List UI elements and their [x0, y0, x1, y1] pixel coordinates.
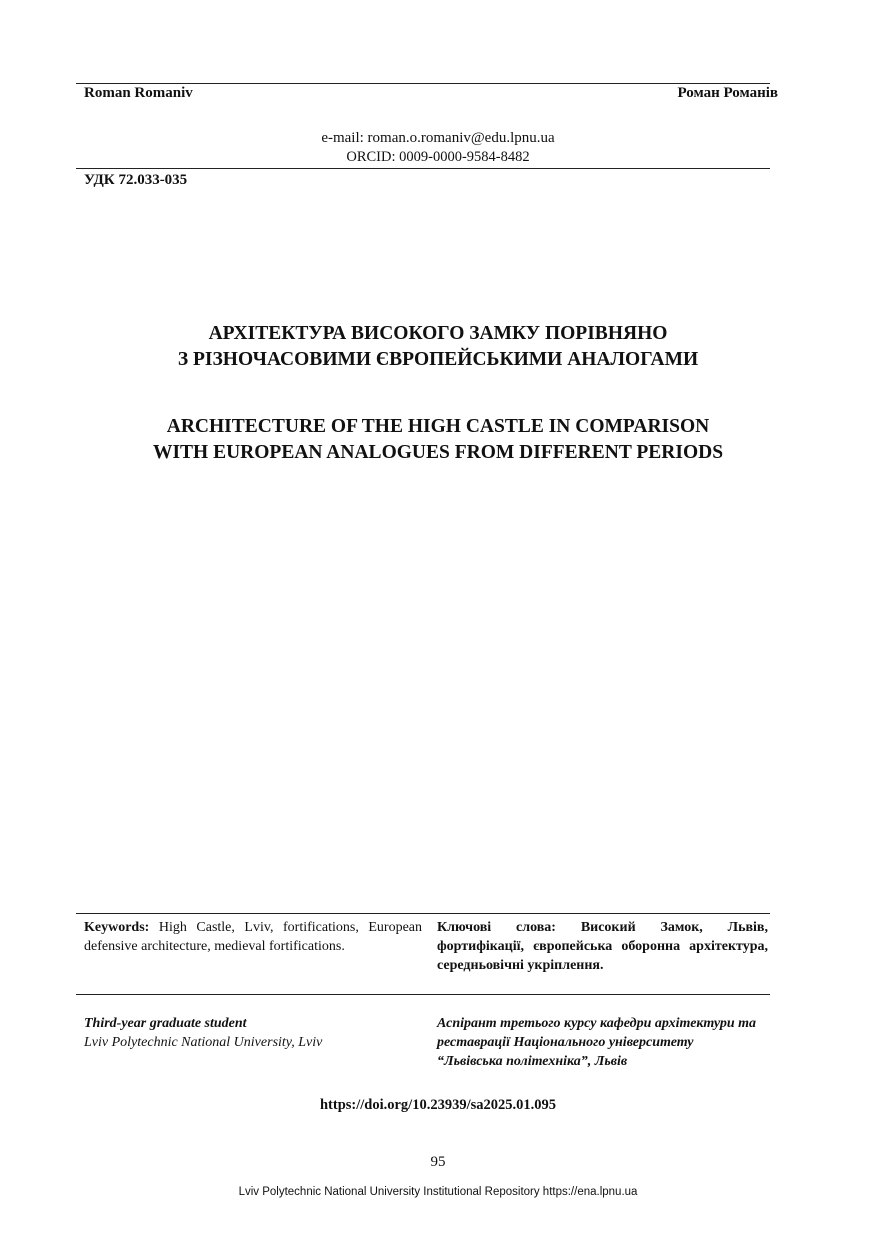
title-en-line1: ARCHITECTURE OF THE HIGH CASTLE IN COMPARISON [166, 416, 710, 437]
keywords-en [84, 918, 422, 956]
affiliation-en-position: Third-year graduate student [84, 1016, 247, 1031]
affiliation-uk-line2: реставрації Національного університету [437, 1035, 694, 1050]
author-email: e-mail: roman.o.romaniv@edu.lpnu.ua [321, 130, 555, 146]
keywords-uk-label: Ключові слова: [437, 920, 556, 935]
affiliation-en [84, 1014, 422, 1052]
keywords-uk [437, 918, 768, 975]
udk-code: УДК 72.033-035 [84, 172, 188, 188]
keywords-rule-top [76, 913, 770, 914]
title-uk-line1: АРХІТЕКТУРА ВИСОКОГО ЗАМКУ ПОРІВНЯНО [208, 323, 668, 344]
title-en-line2: WITH EUROPEAN ANALOGUES FROM DIFFERENT PERIODS [152, 442, 724, 463]
repository-footer: Lviv Polytechnic National University Institutional Repository https://ena.lpnu.ua [238, 1186, 638, 1198]
affiliation-uk [437, 1014, 768, 1071]
header-rule-bottom [76, 168, 770, 169]
author-orcid: ORCID: 0009-0000-9584-8482 [346, 149, 530, 165]
affiliation-en-institution: Lviv Polytechnic National University, Lviv [84, 1035, 323, 1050]
keywords-rule-bottom [76, 994, 770, 995]
author-name-en: Roman Romaniv [84, 85, 193, 101]
keywords-en-label: Keywords: [84, 920, 150, 935]
title-uk [60, 321, 816, 373]
title-en [60, 414, 816, 466]
title-uk-line2: З РІЗНОЧАСОВИМИ ЄВРОПЕЙСЬКИМИ АНАЛОГАМИ [177, 349, 699, 370]
doi-link[interactable]: https://doi.org/10.23939/sa2025.01.095 [319, 1097, 557, 1113]
header-rule-top [76, 83, 770, 84]
keywords-en-text: High Castle, Lviv, fortifications, European defensive architecture, medieval fortifications. [84, 920, 422, 954]
page-number: 95 [430, 1154, 446, 1170]
affiliation-uk-line3: “Львівська політехніка”, Львів [437, 1054, 628, 1069]
keywords-uk-text: Високий Замок, Львів, фортифікації, європейська оборонна архітектура, середньовічні укріплення. [437, 920, 768, 973]
author-name-uk: Роман Романів [677, 85, 778, 101]
affiliation-uk-line1: Аспірант третього курсу кафедри архітектури та [437, 1016, 757, 1031]
